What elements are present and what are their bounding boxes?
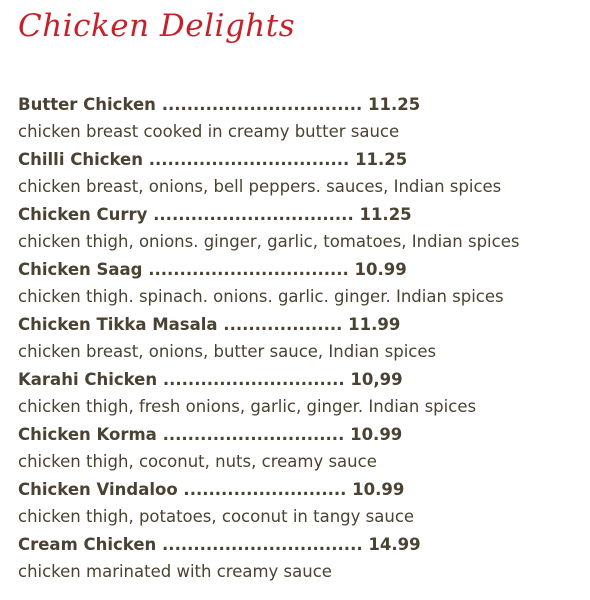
menu-item-price: 11.99 [348,315,401,334]
menu-item-name: Karahi Chicken [18,370,158,389]
menu-item-name: Chicken Vindaloo [18,480,178,499]
menu-item [18,91,583,146]
menu-item-name: Chicken Korma [18,425,157,444]
leader-dots: ................................ [162,535,363,554]
menu-item [18,201,583,256]
menu-item-price: 10.99 [350,425,403,444]
menu-item [18,421,583,476]
menu-item-price: 10.99 [352,480,405,499]
menu-item-description: chicken thigh, potatoes, coconut in tangy sauce [18,507,415,526]
menu-item-price: 10.99 [354,260,407,279]
menu-item-header [18,146,583,173]
menu-item-header [18,476,583,503]
menu-item [18,531,583,586]
leader-dots: ................................ [148,260,349,279]
menu-item-description: chicken breast, onions, bell peppers. sauces, Indian spices [18,177,502,196]
menu-item [18,311,583,366]
menu-item-description: chicken breast, onions, butter sauce, Indian spices [18,342,437,361]
menu-item-header [18,531,583,558]
leader-dots: ............................. [162,425,345,444]
menu-item-header [18,311,583,338]
leader-dots: ............................. [162,370,345,389]
leader-dots: .......................... [183,480,347,499]
menu-item-description: chicken thigh, coconut, nuts, creamy sauce [18,452,377,471]
menu-item-name: Chicken Tikka Masala [18,315,218,334]
menu-item-price: 10,99 [350,370,403,389]
menu-item-name: Chicken Saag [18,260,143,279]
menu-item [18,366,583,421]
menu-item-price: 11.25 [359,205,412,224]
leader-dots: ................................ [161,95,363,114]
leader-dots: ................... [223,315,343,334]
menu-item-header [18,421,583,448]
menu-list [18,91,583,586]
menu-item-price: 11.25 [355,150,408,169]
menu-item-header [18,256,583,283]
menu-item-header [18,91,583,118]
menu-item-name: Cream Chicken [18,535,157,554]
menu-item-header [18,201,583,228]
menu-item-name: Butter Chicken [18,95,156,114]
menu-item-price: 14.99 [368,535,421,554]
page-title: Chicken Delights [18,8,296,44]
menu-item-header [18,366,583,393]
menu-item-description: chicken breast cooked in creamy butter sauce [18,122,400,141]
leader-dots: ................................ [153,205,354,224]
menu-item-price: 11.25 [368,95,421,114]
menu-item [18,256,583,311]
menu-item-description: chicken thigh, onions. ginger, garlic, tomatoes, Indian spices [18,232,520,251]
menu-item-name: Chicken Curry [18,205,148,224]
menu-item [18,476,583,531]
menu-item-description: chicken marinated with creamy sauce [18,562,332,581]
menu-item-name: Chilli Chicken [18,150,143,169]
menu-item-description: chicken thigh, fresh onions, garlic, ginger. Indian spices [18,397,477,416]
menu-item-description: chicken thigh. spinach. onions. garlic. ginger. Indian spices [18,287,504,306]
menu-item [18,146,583,201]
leader-dots: ................................ [148,150,350,169]
